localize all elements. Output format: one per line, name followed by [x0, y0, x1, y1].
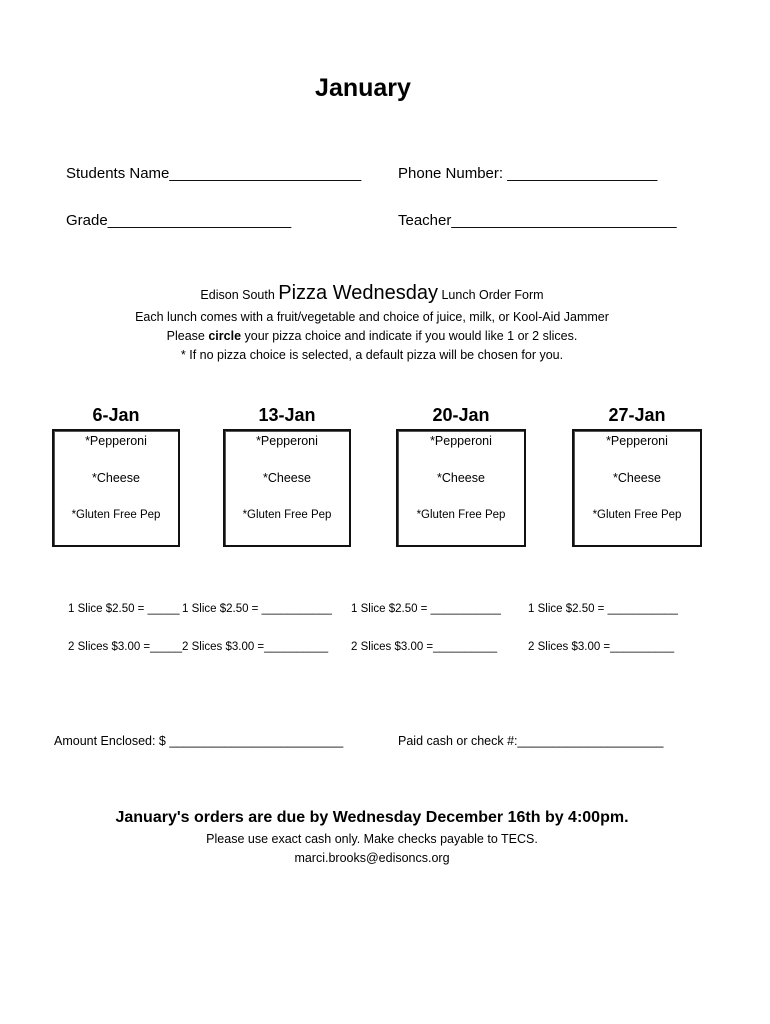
teacher-field[interactable]: Teacher___________________________ [398, 212, 677, 229]
grade-field[interactable]: Grade______________________ [66, 212, 292, 229]
intro-line-2-post: your pizza choice and indicate if you would like 1 or 2 slices. [241, 329, 578, 343]
one-slice-field[interactable]: 1 Slice $2.50 = _____ [68, 603, 180, 615]
form-heading-prefix: Edison South [200, 288, 279, 302]
two-slices-field[interactable]: 2 Slices $3.00 =__________ [351, 641, 498, 653]
option-cheese[interactable]: *Cheese [613, 471, 661, 485]
option-gluten-free[interactable]: *Gluten Free Pep [416, 509, 506, 521]
date-heading: 6-Jan [92, 405, 140, 425]
phone-number-field[interactable]: Phone Number: __________________ [398, 165, 658, 182]
page-title: January [315, 74, 411, 102]
intro-line-2-bold: circle [208, 329, 242, 343]
date-heading: 27-Jan [608, 405, 666, 425]
option-pepperoni[interactable]: *Pepperoni [430, 434, 492, 448]
pizza-choice-box [223, 429, 351, 547]
option-gluten-free[interactable]: *Gluten Free Pep [71, 509, 161, 521]
amount-enclosed-field[interactable]: Amount Enclosed: $ _________________________ [54, 734, 344, 748]
contact-email: marci.brooks@edisoncs.org [294, 851, 450, 865]
paid-check-field[interactable]: Paid cash or check #:_____________________ [398, 734, 664, 748]
intro-line-2-pre: Please [166, 329, 209, 343]
option-gluten-free[interactable]: *Gluten Free Pep [242, 509, 332, 521]
option-gluten-free[interactable]: *Gluten Free Pep [592, 509, 682, 521]
intro-line-2 [0, 329, 744, 343]
due-date-notice: January's orders are due by Wednesday December 16th by 4:00pm. [115, 809, 629, 826]
option-pepperoni[interactable]: *Pepperoni [256, 434, 318, 448]
one-slice-field[interactable]: 1 Slice $2.50 = ___________ [528, 603, 678, 615]
option-pepperoni[interactable]: *Pepperoni [85, 434, 147, 448]
pizza-choice-box [52, 429, 180, 547]
payment-note: Please use exact cash only. Make checks payable to TECS. [206, 832, 538, 846]
date-heading: 20-Jan [432, 405, 490, 425]
one-slice-field[interactable]: 1 Slice $2.50 = ___________ [182, 603, 332, 615]
pizza-choice-box [396, 429, 526, 547]
two-slices-field[interactable]: 2 Slices $3.00 =__________ [528, 641, 675, 653]
form-heading-title: Pizza Wednesday [278, 282, 438, 304]
pizza-choice-box [572, 429, 702, 547]
one-slice-field[interactable]: 1 Slice $2.50 = ___________ [351, 603, 501, 615]
two-slices-field[interactable]: 2 Slices $3.00 =_____ [68, 641, 183, 653]
form-heading-suffix: Lunch Order Form [437, 288, 544, 302]
option-cheese[interactable]: *Cheese [437, 471, 485, 485]
intro-line-3: * If no pizza choice is selected, a default pizza will be chosen for you. [180, 348, 564, 362]
student-name-field[interactable]: Students Name_______________________ [66, 165, 362, 182]
form-heading [0, 282, 744, 305]
two-slices-field[interactable]: 2 Slices $3.00 =__________ [182, 641, 329, 653]
option-pepperoni[interactable]: *Pepperoni [606, 434, 668, 448]
intro-line-1: Each lunch comes with a fruit/vegetable and choice of juice, milk, or Kool-Aid Jammer [135, 310, 609, 324]
date-heading: 13-Jan [258, 405, 316, 425]
option-cheese[interactable]: *Cheese [263, 471, 311, 485]
option-cheese[interactable]: *Cheese [92, 471, 140, 485]
